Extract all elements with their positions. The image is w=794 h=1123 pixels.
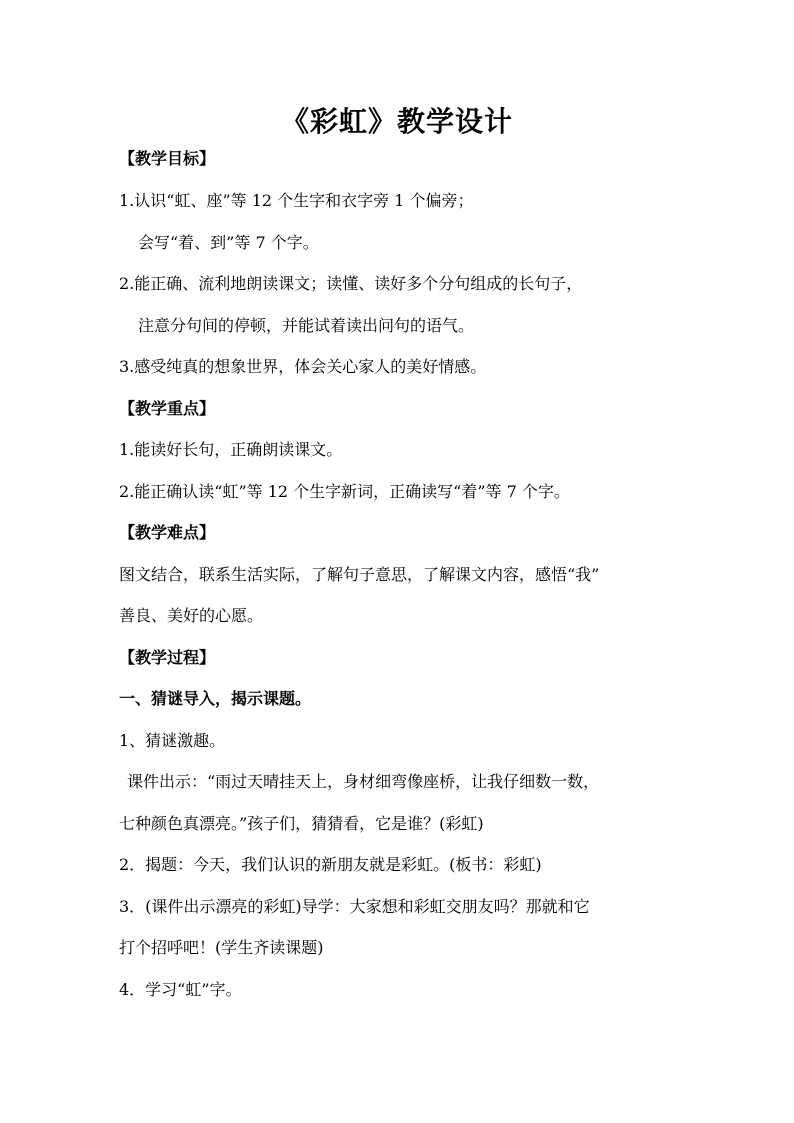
- goal-item-3: 3.感受纯真的想象世界，体会关心家人的美好情感。: [119, 357, 487, 376]
- section-header-difficulties: 【教学难点】: [119, 523, 216, 542]
- difficulty-line-1: 图文结合，联系生活实际，了解句子意思，了解课文内容，感悟“我”: [119, 565, 600, 584]
- process-step-1: 1、猜谜激趣。: [119, 731, 226, 750]
- process-part-1-heading: 一、猜谜导入，揭示课题。: [119, 689, 312, 708]
- goal-item-2: 2.能正确、流利地朗读课文；读懂、读好多个分句组成的长句子，: [119, 274, 583, 293]
- document-title: 《彩虹》教学设计: [280, 105, 513, 138]
- process-step-4: 4．学习“虹”字。: [119, 980, 242, 999]
- section-header-key-points: 【教学重点】: [119, 399, 216, 418]
- section-header-goals: 【教学目标】: [119, 149, 216, 168]
- section-header-process: 【教学过程】: [119, 648, 216, 667]
- goal-item-1: 1.认识“虹、座”等 12 个生字和衣字旁 1 个偏旁；: [119, 191, 474, 210]
- process-step-1-detail-continued: 七种颜色真漂亮。”孩子们，猜猜看，它是谁？(彩虹): [119, 814, 484, 833]
- key-point-2: 2.能正确认读“虹”等 12 个生字新词，正确读写“着”等 7 个字。: [119, 482, 570, 501]
- difficulty-line-2: 善良、美好的心愿。: [119, 606, 264, 625]
- process-step-2: 2．揭题：今天，我们认识的新朋友就是彩虹。(板书：彩虹): [119, 855, 542, 874]
- process-step-1-detail: 课件出示：“雨过天晴挂天上，身材细弯像座桥，让我仔细数一数，: [127, 772, 600, 791]
- goal-item-1-continued: 会写“着、到”等 7 个字。: [138, 233, 319, 252]
- key-point-1: 1.能读好长句，正确朗读课文。: [119, 440, 343, 459]
- goal-item-2-continued: 注意分句间的停顿，并能试着读出问句的语气。: [138, 316, 475, 335]
- process-step-3: 3．(课件出示漂亮的彩虹)导学：大家想和彩虹交朋友吗？那就和它: [119, 897, 590, 916]
- process-step-3-continued: 打个招呼吧！(学生齐读课题): [119, 938, 324, 957]
